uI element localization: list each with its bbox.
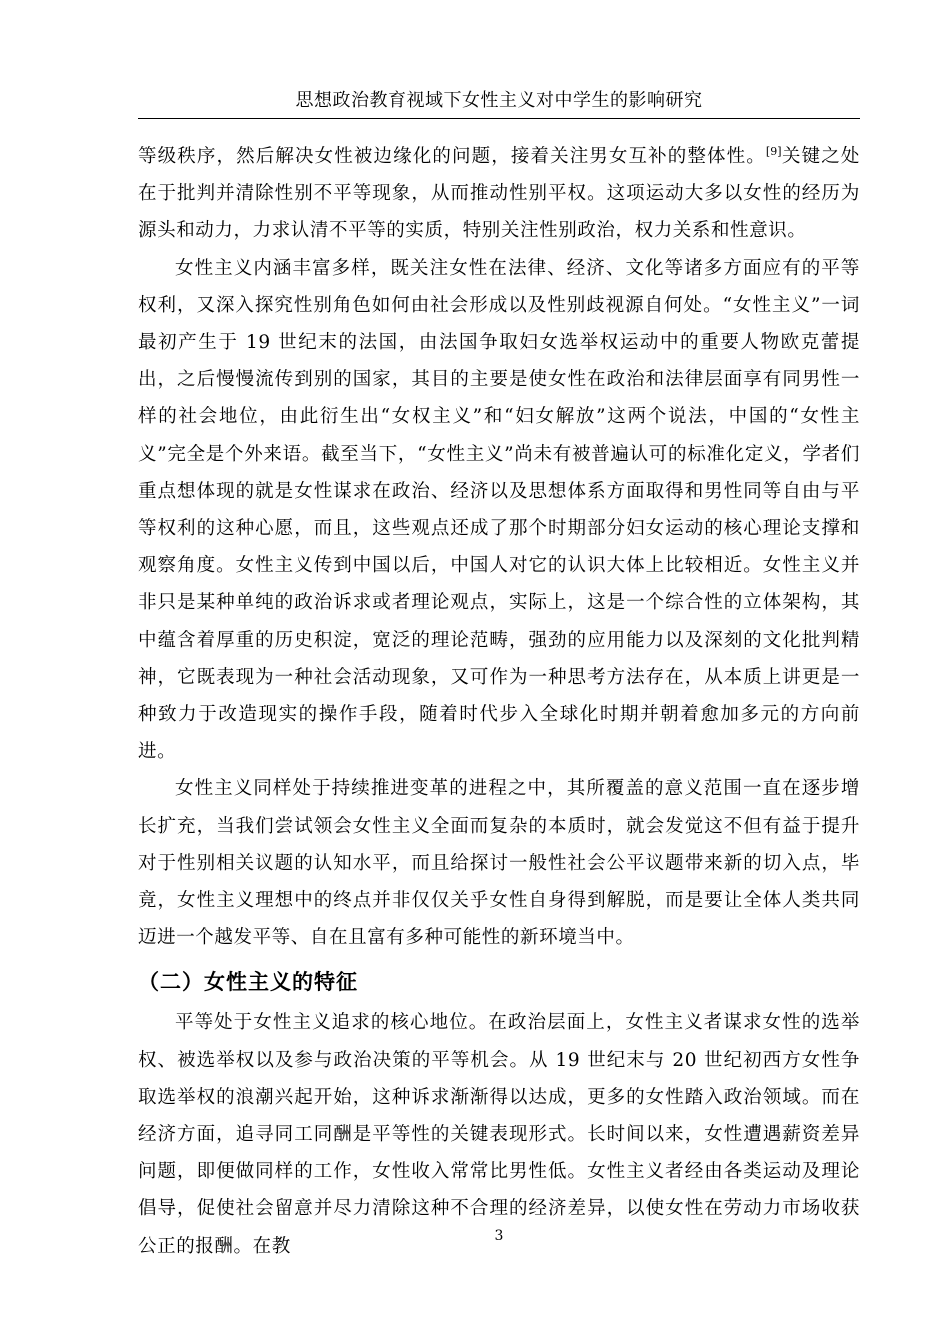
paragraph: 女性主义同样处于持续推进变革的进程之中，其所覆盖的意义范围一直在逐步增长扩充，当我们尝试领会女性主义全面而复杂的本质时，就会发觉这不但有益于提升对于性别相关议题的认知水平，而且给探讨一般性社会公平议题带来新的切入点，毕竟，女性主义理想中的终点并非仅仅关乎女性自身得到解脱，而是要让全体人类共同迈进一个越发平等、自在且富有多种可能性的新环境当中。: [138, 778, 860, 949]
paragraph: 女性主义内涵丰富多样，既关注女性在法律、经济、文化等诸多方面应有的平等权利，又深入探究性别角色如何由社会形成以及性别歧视源自何处。“女性主义”一词最初产生于 19 世纪末的法国，由法国争取妇女选举权运动中的重要人物欧克蕾提出，之后慢慢流传到别的国家，其目的主要是使女性在政治和法律层面享有同男性一样的社会地位，由此衍生出“女权主义”和“妇女解放”这两个说法，中国的“女性主义”完全是个外来语。截至当下，“女性主义”尚未有被普遍认可的标准化定义，学者们重点想体现的就是女性谋求在政治、经济以及思想体系方面取得和男性同等自由与平等权利的这种心愿，而且，这些观点还成了那个时期部分妇女运动的核心理论支撑和观察角度。女性主义传到中国以后，中国人对它的认识大体上比较相近。女性主义并非只是某种单纯的政治诉求或者理论观点，实际上，这是一个综合性的立体架构，其中蕴含着厚重的历史积淀，宽泛的理论范畴，强劲的应用能力以及深刻的文化批判精神，它既表现为一种社会活动现象，又可作为一种思考方法存在，从本质上讲更是一种致力于改造现实的操作手段，随着时代步入全球化时期并朝着愈加多元的方向前进。: [138, 257, 860, 763]
page-number: 3: [494, 1228, 504, 1244]
paragraph-text: 等级秩序，然后解决女性被边缘化的问题，接着关注男女互补的整体性。: [138, 146, 766, 167]
paragraph-text: 关键之处在于批判并清除性别不平等现象，从而推动性别平权。这项运动大多以女性的经历为源头和动力，力求认清不平等的实质，特别关注性别政治，权力关系和性意识。: [138, 146, 861, 242]
body-text: [138, 138, 860, 1265]
running-header: 思想政治教育视域下女性主义对中学生的影响研究: [295, 90, 703, 111]
section-heading: （二）女性主义的特征: [138, 970, 358, 995]
paragraph: 平等处于女性主义追求的核心地位。在政治层面上，女性主义者谋求女性的选举权、被选举权以及参与政治决策的平等机会。从 19 世纪末与 20 世纪初西方女性争取选举权的浪潮兴起开始，这种诉求渐渐得以达成，更多的女性踏入政治领域。而在经济方面，追寻同工同酬是平等性的关键表现形式。长时间以来，女性遭遇薪资差异问题，即便做同样的工作，女性收入常常比男性低。女性主义者经由各类运动及理论倡导，促使社会留意并尽力清除这种不合理的经济差异，以使女性在劳动力市场收获公正的报酬。在教: [138, 1012, 860, 1257]
header-rule: [138, 118, 860, 119]
citation-marker: [9]: [765, 144, 782, 158]
paragraph-continued: [138, 138, 860, 250]
